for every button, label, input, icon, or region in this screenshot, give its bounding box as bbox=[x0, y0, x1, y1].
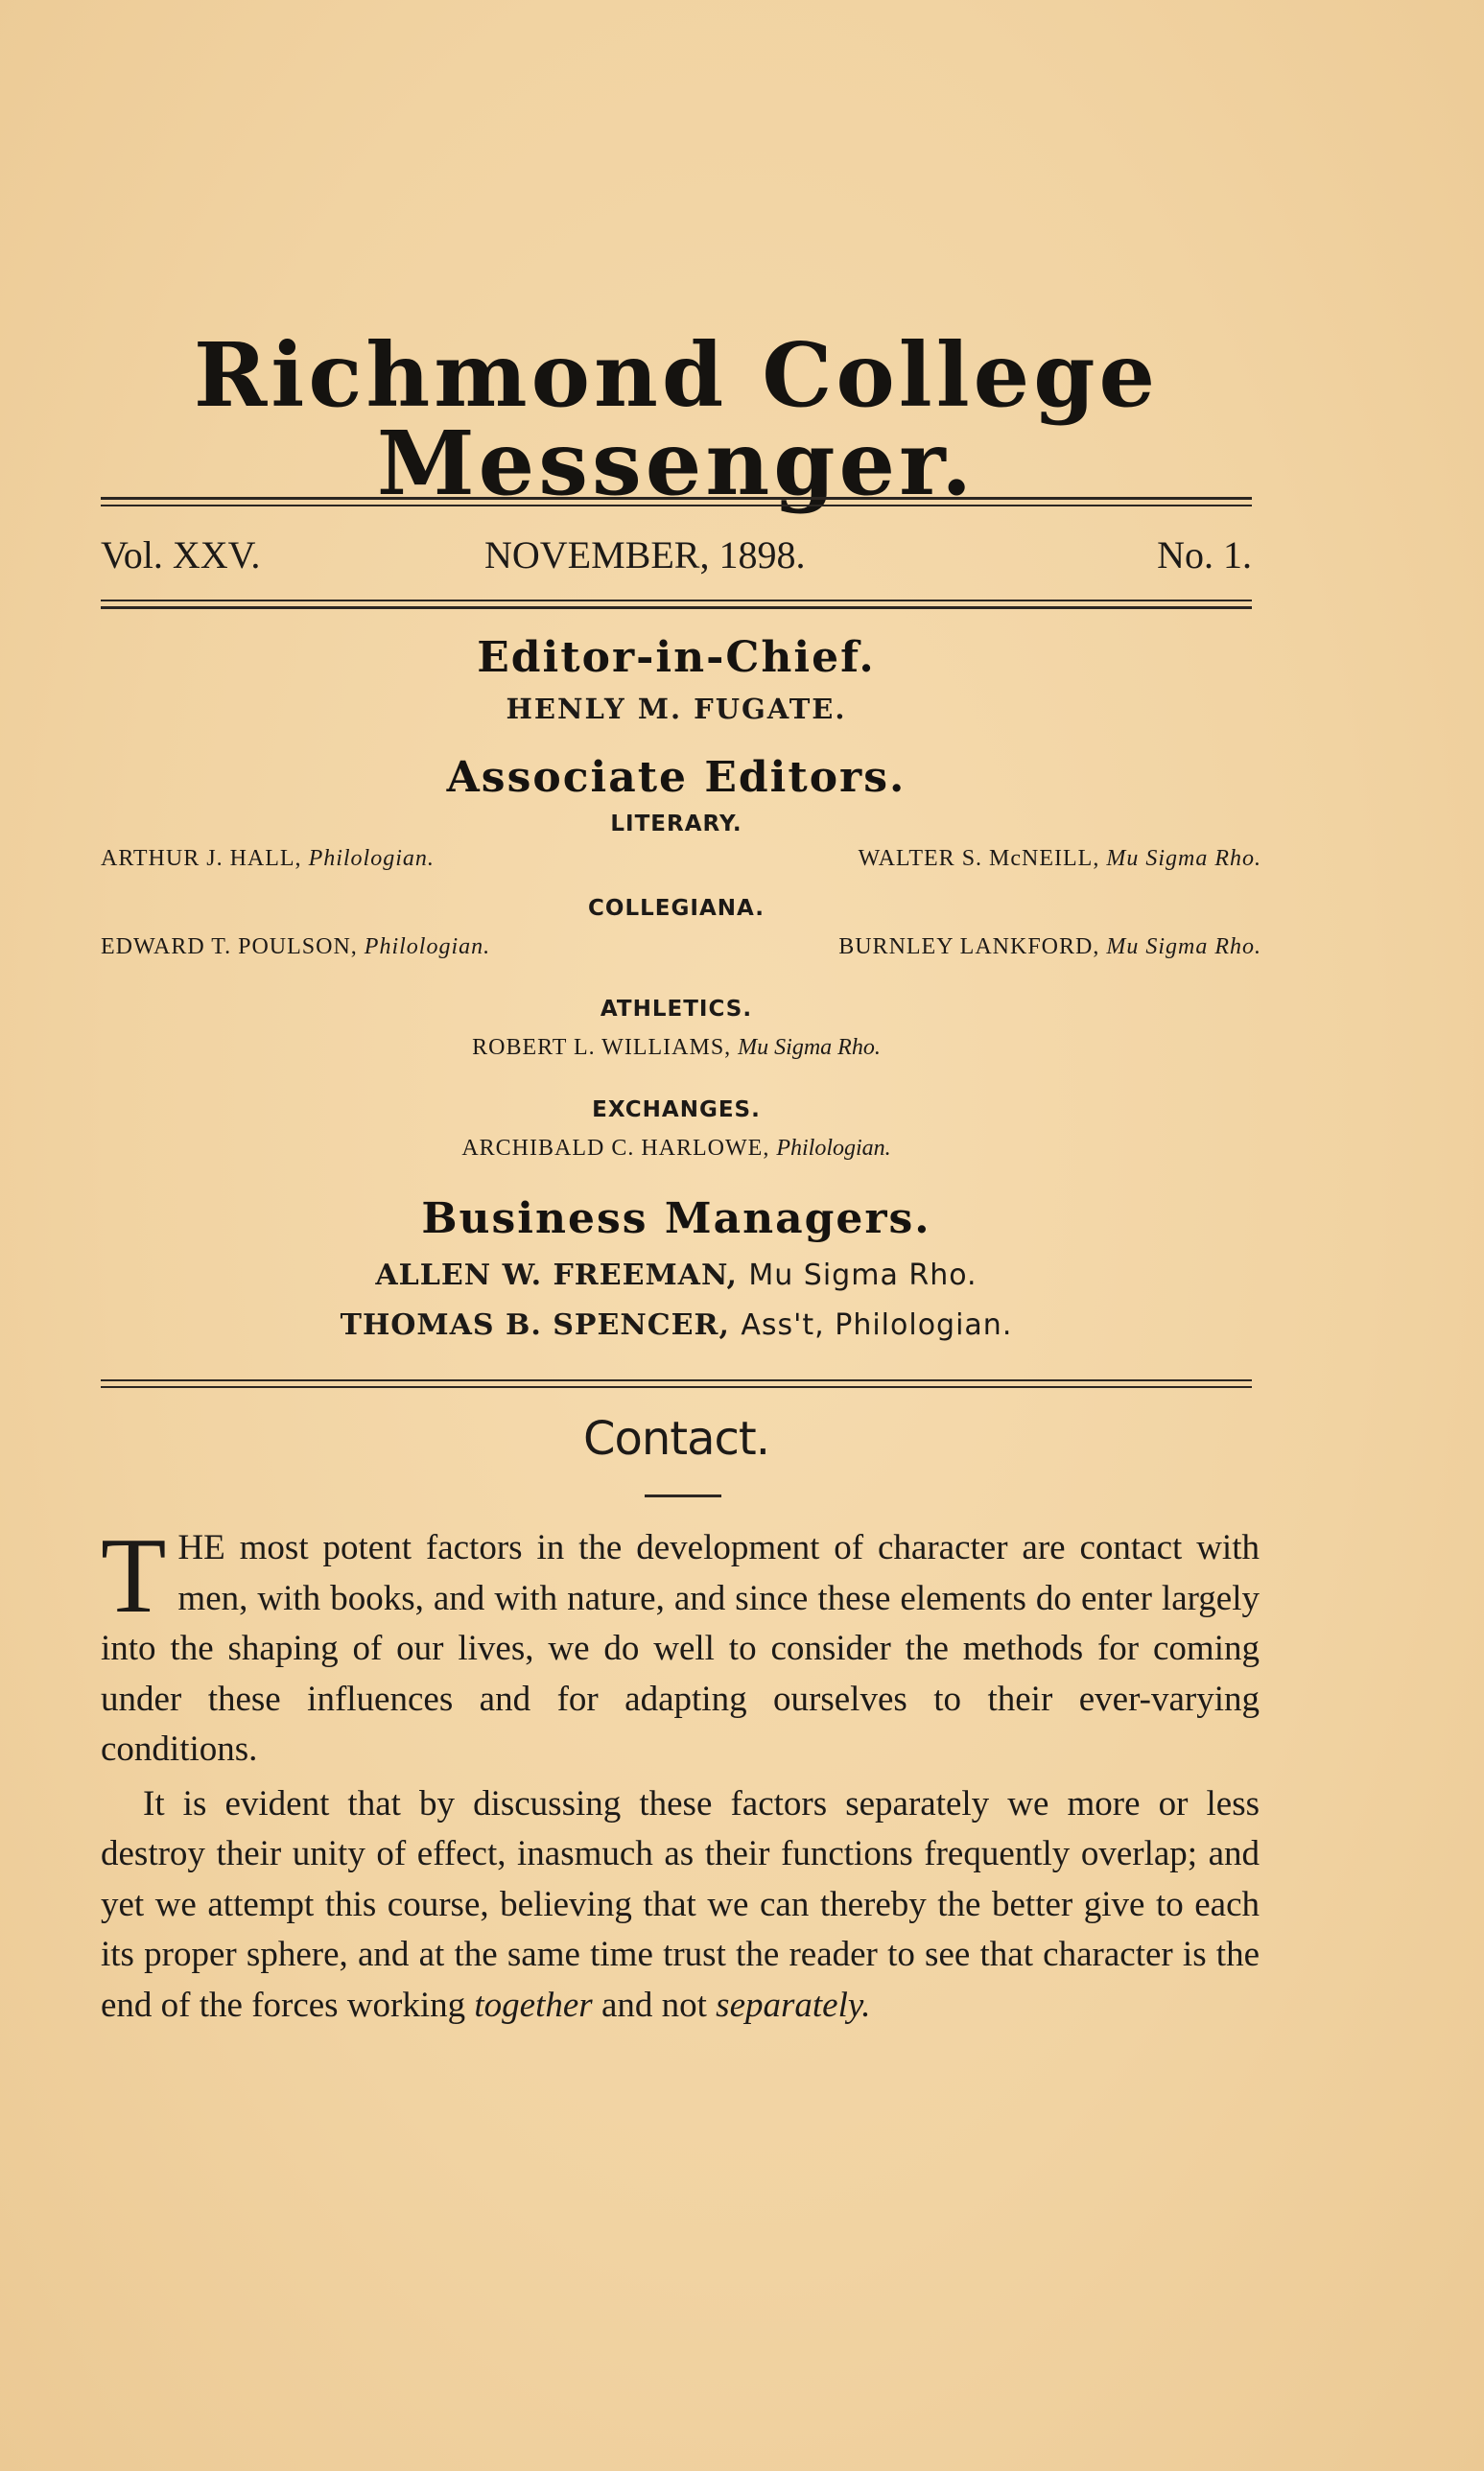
title-rule bbox=[645, 1494, 721, 1497]
literary-left-society: Philologian. bbox=[308, 846, 435, 871]
manager-2-society: Ass't, Philologian. bbox=[741, 1308, 1013, 1342]
drop-cap: T bbox=[101, 1517, 167, 1636]
paragraph-1-text: HE most potent factors in the development of character are contact with men, with books, and with nature, and since these elements do enter largely into the shaping of our lives, we do well to consider the methods for coming under these influences and for adapting ourselves to their ever-varying conditions. bbox=[101, 1528, 1260, 1769]
manager-1-society: Mu Sigma Rho. bbox=[748, 1259, 978, 1292]
business-managers-heading: Business Managers. bbox=[421, 1194, 931, 1243]
exchanges-name: ARCHIBALD C. HARLOWE, bbox=[461, 1136, 770, 1161]
paragraph-2 bbox=[101, 1779, 1260, 2032]
editor-in-chief-name: HENLY M. FUGATE. bbox=[506, 693, 847, 725]
issue-double-rule bbox=[101, 600, 1252, 609]
collegiana-label: COLLEGIANA. bbox=[588, 896, 765, 921]
collegiana-left-name: EDWARD T. POULSON, bbox=[101, 934, 358, 959]
literary-right-society: Mu Sigma Rho. bbox=[1106, 846, 1261, 871]
athletics-label: ATHLETICS. bbox=[600, 997, 753, 1022]
business-manager-2 bbox=[101, 1308, 1252, 1342]
issue-line bbox=[101, 532, 1252, 590]
paragraph-2-italic-together: together bbox=[474, 1985, 593, 2025]
top-double-rule bbox=[101, 497, 1252, 506]
collegiana-right-name: BURNLEY LANKFORD, bbox=[838, 934, 1100, 959]
masthead-title: Richmond College Messenger. bbox=[193, 323, 1160, 515]
athletics-society: Mu Sigma Rho. bbox=[738, 1035, 881, 1060]
collegiana-right-society: Mu Sigma Rho. bbox=[1106, 934, 1261, 959]
editor-in-chief-heading: Editor-in-Chief. bbox=[477, 633, 876, 682]
literary-label: LITERARY. bbox=[610, 812, 742, 836]
issue-date: NOVEMBER, 1898. bbox=[484, 533, 806, 577]
literary-left-name: ARTHUR J. HALL, bbox=[101, 846, 302, 871]
article-title: Contact. bbox=[582, 1412, 769, 1466]
exchanges-editor bbox=[101, 1136, 1252, 1162]
associate-editors-heading: Associate Editors. bbox=[446, 753, 907, 802]
athletics-name: ROBERT L. WILLIAMS, bbox=[472, 1035, 732, 1060]
manager-2-name: THOMAS B. SPENCER, bbox=[340, 1308, 730, 1342]
athletics-editor bbox=[101, 1035, 1252, 1061]
issue-number: No. 1. bbox=[1157, 533, 1252, 577]
exchanges-label: EXCHANGES. bbox=[592, 1097, 761, 1122]
paragraph-2-text: It is evident that by discussing these factors separately we more or less destroy their unity of effect, inasmuch as their functions frequently overlap; and yet we attempt this course, believing that we can thereby the better give to each its proper sphere, and at the same time trust the reader to see that character is the end of the forces working bbox=[101, 1783, 1260, 2025]
literary-right-name: WALTER S. McNEILL, bbox=[858, 846, 1100, 871]
exchanges-society: Philologian. bbox=[776, 1136, 891, 1161]
volume-label: Vol. XXV. bbox=[101, 533, 261, 577]
collegiana-editors-row bbox=[101, 934, 1261, 967]
paragraph-2-italic-separately: separately. bbox=[716, 1985, 871, 2025]
article-body bbox=[101, 1517, 1260, 2031]
business-manager-1 bbox=[101, 1259, 1252, 1292]
literary-editors-row bbox=[101, 846, 1261, 879]
manager-1-name: ALLEN W. FREEMAN, bbox=[375, 1259, 738, 1292]
paragraph-2-mid: and not bbox=[601, 1985, 707, 2025]
masthead-bottom-rule bbox=[101, 1379, 1252, 1388]
paragraph-1 bbox=[101, 1517, 1260, 1776]
collegiana-left-society: Philologian. bbox=[364, 934, 491, 959]
